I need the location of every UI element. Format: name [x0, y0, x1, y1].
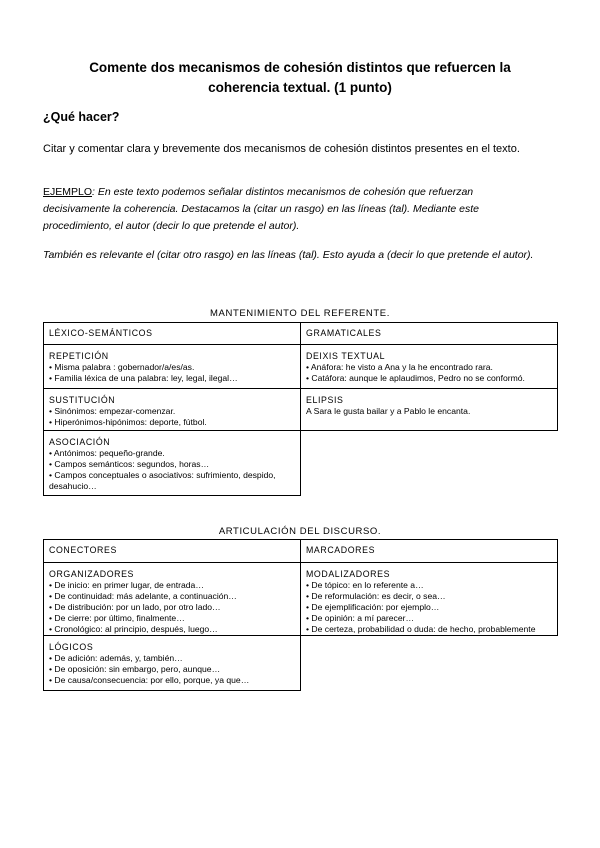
- cell-heading: ASOCIACIÓN: [49, 437, 111, 447]
- header-marcadores: [300, 539, 558, 563]
- list-item: • Anáfora: he visto a Ana y la he encontrado rara.: [306, 362, 493, 372]
- header-lexico-semanticos: [43, 322, 301, 345]
- list-item: • De continuidad: más adelante, a continuación…: [49, 591, 237, 601]
- list-item: • Campos semánticos: segundos, horas…: [49, 459, 210, 469]
- list-item: A Sara le gusta bailar y a Pablo le encanta.: [306, 406, 471, 416]
- section-title-discurso: ARTICULACIÓN DEL DISCURSO.: [218, 526, 382, 537]
- list-item: • De ejemplificación: por ejemplo…: [306, 602, 440, 612]
- cell-heading: DEIXIS TEXTUAL: [306, 351, 386, 361]
- cell-logicos: [43, 635, 301, 691]
- header-conectores: [43, 539, 301, 563]
- list-item: • Hiperónimos-hipónimos: deporte, fútbol.: [49, 417, 207, 427]
- cell-heading: REPETICIÓN: [49, 351, 109, 361]
- cell-heading: ORGANIZADORES: [49, 569, 135, 579]
- cell-heading: LÓGICOS: [49, 642, 94, 652]
- example-paragraph: [43, 184, 543, 235]
- list-item: • Antónimos: pequeño-grande.: [49, 448, 165, 458]
- cell-deixis: [300, 344, 558, 389]
- cell-asociacion: [43, 430, 301, 496]
- page-title: [60, 58, 540, 98]
- list-item: • Catáfora: aunque le aplaudimos, Pedro no se conformó.: [306, 373, 525, 383]
- cell-elipsis: [300, 388, 558, 431]
- cell-repeticion: [43, 344, 301, 389]
- header-label: MARCADORES: [306, 545, 376, 555]
- cell-sustitucion: [43, 388, 301, 431]
- list-item: • Misma palabra : gobernador/a/es/as.: [49, 362, 195, 372]
- header-label: CONECTORES: [49, 545, 117, 555]
- list-item: • Cronológico: al principio, después, luego…: [49, 624, 218, 634]
- cell-heading: MODALIZADORES: [306, 569, 391, 579]
- instruction-text: Citar y comentar clara y brevemente dos mecanismos de cohesión distintos presentes en el texto.: [43, 143, 520, 155]
- example-text: : En este texto podemos señalar distintos mecanismos de cohesión que refuerzan decisivamente la coherencia. Destacamos la (citar un rasgo) en las líneas (tal). Mediante este procedimiento, el autor (decir lo que pretende el autor).: [43, 186, 479, 232]
- list-item: • De distribución: por un lado, por otro lado…: [49, 602, 221, 612]
- list-item: • De cierre: por último, finalmente…: [49, 613, 185, 623]
- title-line-1: Comente dos mecanismos de cohesión distintos que refuercen la: [89, 60, 511, 75]
- list-item: • De tópico: en lo referente a…: [306, 580, 424, 590]
- list-item: • Campos conceptuales o asociativos: sufrimiento, despido, desahucio…: [49, 470, 276, 491]
- cell-heading: ELIPSIS: [306, 395, 344, 405]
- list-item: • De adición: además, y, también…: [49, 653, 183, 663]
- list-item: • De reformulación: es decir, o sea…: [306, 591, 446, 601]
- header-label: GRAMATICALES: [306, 328, 382, 338]
- header-gramaticales: [300, 322, 558, 345]
- subheading: ¿Qué hacer?: [43, 110, 120, 124]
- list-item: • Familia léxica de una palabra: ley, legal, ilegal…: [49, 373, 238, 383]
- title-line-2: coherencia textual. (1 punto): [208, 80, 392, 95]
- list-item: • De inicio: en primer lugar, de entrada…: [49, 580, 204, 590]
- list-item: • De opinión: a mí parecer…: [306, 613, 415, 623]
- cell-organizadores: [43, 562, 301, 636]
- cell-modalizadores: [300, 562, 558, 636]
- cell-heading: SUSTITUCIÓN: [49, 395, 116, 405]
- example-label: EJEMPLO: [43, 186, 93, 198]
- header-label: LÉXICO-SEMÁNTICOS: [49, 328, 153, 338]
- list-item: • Sinónimos: empezar-comenzar.: [49, 406, 176, 416]
- section-title-referente: MANTENIMIENTO DEL REFERENTE.: [210, 308, 390, 319]
- example-paragraph-2: También es relevante el (citar otro rasgo) en las líneas (tal). Esto ayuda a (decir lo que pretende el autor).: [43, 249, 534, 261]
- list-item: • De causa/consecuencia: por ello, porque, ya que…: [49, 675, 250, 685]
- list-item: • De oposición: sin embargo, pero, aunque…: [49, 664, 221, 674]
- list-item: • De certeza, probabilidad o duda: de hecho, probablemente: [306, 624, 536, 634]
